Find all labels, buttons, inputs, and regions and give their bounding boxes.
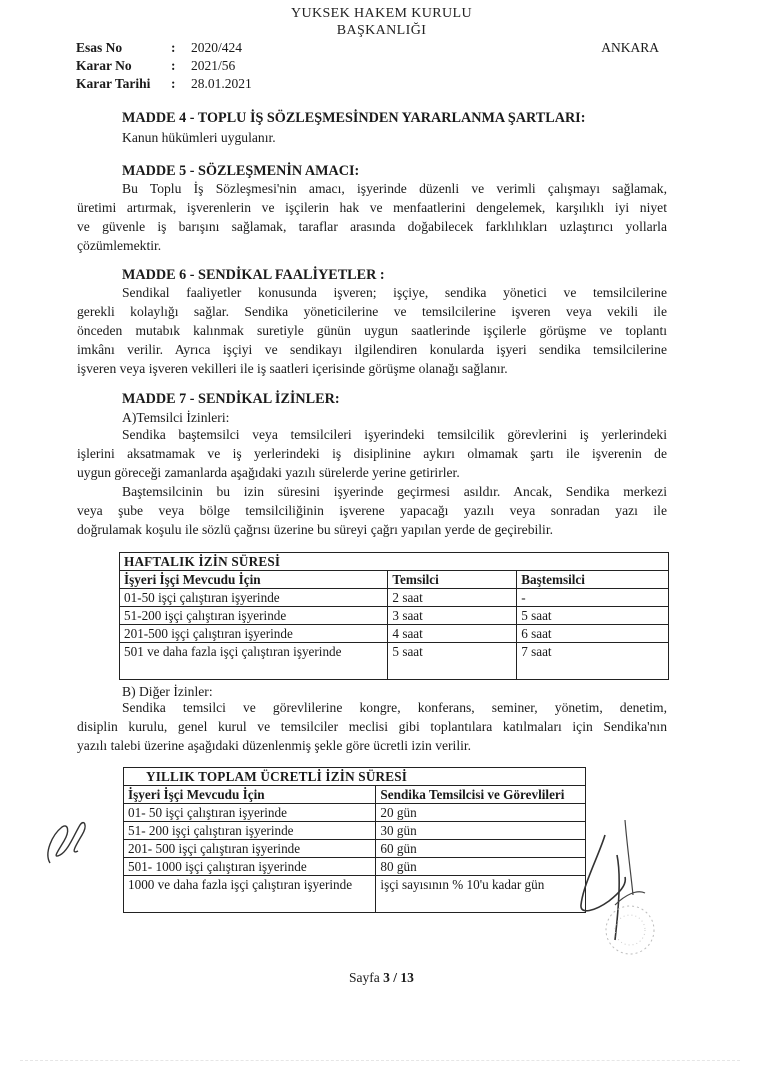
text-line: Bu Toplu İş Sözleşmesi'nin amacı, işyerinde düzenli ve verimli çalışmayı sağlamak, [122, 181, 667, 196]
table-row [120, 643, 669, 680]
table-header-row [120, 571, 669, 589]
column-header: İşyeri İşçi Mevcudu İçin [124, 786, 376, 804]
table-title: HAFTALIK İZİN SÜRESİ [120, 553, 669, 571]
table-cell: 6 saat [517, 625, 669, 643]
column-header: Sendika Temsilcisi ve Görevlileri [376, 786, 586, 804]
table-cell: 01- 50 işçi çalıştıran işyerinde [124, 804, 376, 822]
text-line: çözümlemektir. [77, 238, 162, 253]
meta-tarih [76, 76, 252, 92]
text-line: Baştemsilcinin bu izin süresini işyerinde geçirmesi asıldır. Ancak, Sendika merkezi [122, 484, 667, 499]
madde5-body [77, 181, 667, 257]
madde7-para3 [77, 700, 667, 757]
text-line: önceden mutabık kalınmak suretiyle günün uygun saatlerinde işçilerle görüşme ve toplantı [77, 323, 667, 338]
column-header: İşyeri İşçi Mevcudu İçin [120, 571, 388, 589]
madde6-title: MADDE 6 - SENDİKAL FAALİYETLER : [122, 267, 385, 283]
madde7-title: MADDE 7 - SENDİKAL İZİNLER: [122, 391, 340, 407]
text-line: Sendikal faaliyetler konusunda işveren; işçiye, sendika yönetici ve temsilcilerine [122, 285, 667, 300]
meta-label: Karar No [76, 58, 132, 73]
table-cell: 51-200 işçi çalıştıran işyerinde [120, 607, 388, 625]
madde7-sub-b: B) Diğer İzinler: [122, 684, 213, 699]
text-line: işveren veya işveren vekilleri ile iş saatleri içerisinde görüşme olanağı sağlanır. [77, 361, 508, 376]
madde7-sub-a: A)Temsilci İzinleri: [122, 410, 230, 425]
madde7-para1 [77, 427, 667, 484]
madde6-body [77, 285, 667, 380]
page-number: 3 / 13 [383, 970, 414, 985]
stamp-mark [600, 900, 660, 960]
table-row [120, 589, 669, 607]
table-row [120, 625, 669, 643]
table-row [124, 876, 586, 913]
text-line: üretimi artırmak, işverenlerin ve işçilerin hak ve menfaatlerini dengelemek, karşılıklı iyi niyet [77, 200, 667, 215]
text-line: işlerini aksatmamak ve iş yerlerindeki iş disiplinine aykırı olmamak şartı ile işverenin de [77, 446, 667, 461]
text-line: veya şube veya bölge temsilciliğinin işverene yapacağı yazılı veya sonradan yazı ile [77, 503, 667, 518]
weekly-leave-table [119, 552, 669, 680]
meta-value: 2020/424 [191, 40, 243, 55]
table-cell: işçi sayısının % 10'u kadar gün [376, 876, 586, 913]
page-label: Sayfa [349, 970, 380, 985]
meta-label: Esas No [76, 40, 123, 55]
meta-value: 2021/56 [191, 58, 236, 73]
madde5-title: MADDE 5 - SÖZLEŞMENİN AMACI: [122, 163, 360, 179]
table-cell: 60 gün [376, 840, 586, 858]
text-line: gerekli kolaylığı sağlar. Sendika yöneticilerine ve temsilcilerine işveren veya vekili ile [77, 304, 667, 319]
table-row [120, 607, 669, 625]
column-header: Baştemsilci [517, 571, 669, 589]
text-line: imkânı verilir. Ayrıca işçiyi ve sendikayı ilgilendiren konularda işyeri sendika temsilcilerine [77, 342, 667, 357]
table-cell: 3 saat [388, 607, 517, 625]
meta-sep: : [171, 40, 176, 55]
madde4-title: MADDE 4 - TOPLU İŞ SÖZLEŞMESİNDEN YARARLANMA ŞARTLARI: [122, 110, 586, 126]
meta-esas [76, 40, 242, 56]
table-title-row [120, 553, 669, 571]
table-cell: 30 gün [376, 822, 586, 840]
table-cell: 4 saat [388, 625, 517, 643]
table-title: YILLIK TOPLAM ÜCRETLİ İZİN SÜRESİ [124, 768, 586, 786]
table-cell: 501- 1000 işçi çalıştıran işyerinde [124, 858, 376, 876]
table-row [124, 858, 586, 876]
text-line: Sendika temsilci ve görevlilerine kongre, konferans, seminer, yönetim, denetim, [122, 700, 667, 715]
meta-sep: : [171, 58, 176, 73]
table-cell: 2 saat [388, 589, 517, 607]
meta-label: Karar Tarihi [76, 76, 151, 91]
table-row [124, 822, 586, 840]
handwritten-initial-left [40, 815, 100, 870]
text-line: ve güvenle iş barışını sağlamak, taraflar arasında doğabilecek farklılıkları uzlaştırıcı yollarla [77, 219, 667, 234]
table-cell: 501 ve daha fazla işçi çalıştıran işyerinde [120, 643, 388, 680]
table-cell: 7 saat [517, 643, 669, 680]
annual-leave-table [123, 767, 586, 913]
meta-sep: : [171, 76, 176, 91]
madde7-para2 [77, 484, 667, 541]
meta-karar [76, 58, 235, 74]
table-cell: 01-50 işçi çalıştıran işyerinde [120, 589, 388, 607]
table-row [124, 840, 586, 858]
institution-department: BAŞKANLIĞI [336, 23, 427, 38]
text-line: Sendika baştemsilci veya temsilcileri işyerindeki temsilcilik görevlerini iş yerlerindeki [122, 427, 667, 442]
table-cell: 5 saat [517, 607, 669, 625]
table-title-row [124, 768, 586, 786]
institution-name: YUKSEK HAKEM KURULU [290, 6, 473, 21]
column-header: Temsilci [388, 571, 517, 589]
table-cell: 51- 200 işçi çalıştıran işyerinde [124, 822, 376, 840]
meta-value: 28.01.2021 [191, 76, 252, 91]
table-cell: 201-500 işçi çalıştıran işyerinde [120, 625, 388, 643]
city: ANKARA [601, 40, 659, 55]
text-line: uygun göreceği zamanlarda aşağıdaki yazılı sürelerde yerine getirirler. [77, 465, 460, 480]
page-footer [0, 970, 763, 986]
table-cell: 201- 500 işçi çalıştıran işyerinde [124, 840, 376, 858]
madde4-text: Kanun hükümleri uygulanır. [122, 130, 276, 145]
table-cell: 5 saat [388, 643, 517, 680]
table-cell: 20 gün [376, 804, 586, 822]
table-cell: 80 gün [376, 858, 586, 876]
table-cell: - [517, 589, 669, 607]
scan-artifact-line [20, 1060, 740, 1061]
text-line: yazılı talebi üzerine aşağıdaki düzenlenmiş şekle göre ücretli izin verilir. [77, 738, 472, 753]
text-line: disiplin kurulu, genel kurul ve temsilciler meclisi gibi toplantılara katılmaları için Sendika'nın [77, 719, 667, 734]
table-cell: 1000 ve daha fazla işçi çalıştıran işyerinde [124, 876, 376, 913]
table-row [124, 804, 586, 822]
table-header-row [124, 786, 586, 804]
text-line: doğrulamak koşulu ile sözlü çağrısı üzerine bu süreyi çağrı yapılan yerde de geçirebilir. [77, 522, 553, 537]
